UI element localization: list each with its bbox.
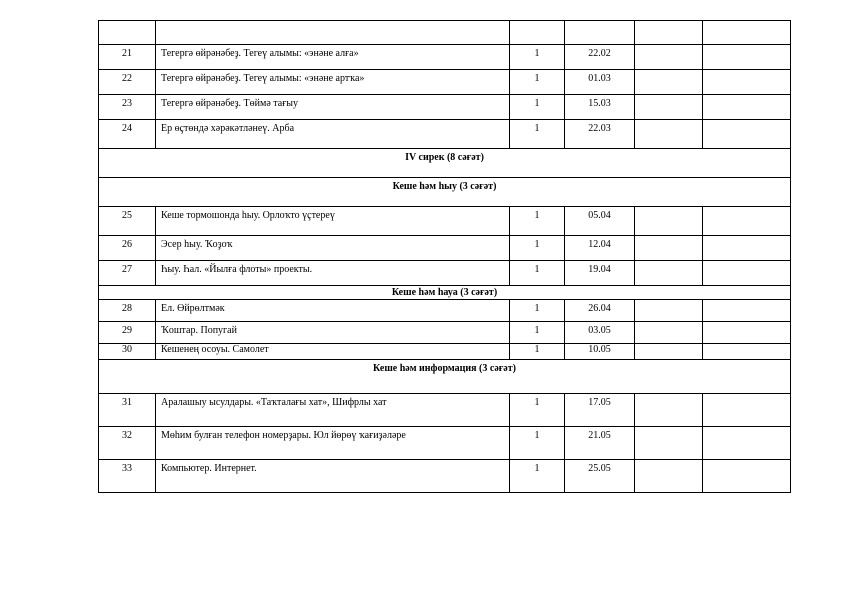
table-row — [99, 300, 791, 322]
actual-date-cell — [635, 45, 703, 70]
actual-date-cell — [635, 120, 703, 149]
lesson-hours: 1 — [510, 45, 565, 70]
note-cell — [703, 344, 791, 360]
actual-date-cell — [635, 300, 703, 322]
actual-date-cell — [635, 344, 703, 360]
table-row — [99, 322, 791, 344]
table-row — [99, 207, 791, 236]
actual-date-cell — [635, 236, 703, 261]
actual-date-cell — [635, 427, 703, 460]
actual-date-cell — [635, 322, 703, 344]
lesson-plan-table — [98, 20, 791, 493]
lesson-number: 23 — [99, 95, 156, 120]
lesson-topic: Тегергә өйрәнәбеҙ. Төймә тағыу — [156, 95, 510, 120]
section-title: Кеше һәм информация (3 сәғәт) — [99, 360, 791, 394]
note-cell — [703, 70, 791, 95]
lesson-number: 32 — [99, 427, 156, 460]
lesson-date: 05.04 — [565, 207, 635, 236]
lesson-hours: 1 — [510, 344, 565, 360]
lesson-hours: 1 — [510, 427, 565, 460]
lesson-hours: 1 — [510, 460, 565, 493]
lesson-hours: 1 — [510, 70, 565, 95]
lesson-number: 27 — [99, 261, 156, 286]
section-row — [99, 149, 791, 178]
lesson-number: 30 — [99, 344, 156, 360]
lesson-date: 15.03 — [565, 95, 635, 120]
note-cell — [703, 236, 791, 261]
lesson-hours: 1 — [510, 394, 565, 427]
table-row — [99, 460, 791, 493]
actual-date-cell — [635, 95, 703, 120]
lesson-date: 22.03 — [565, 120, 635, 149]
table-row-blank — [99, 21, 791, 45]
lesson-number: 25 — [99, 207, 156, 236]
table-row — [99, 427, 791, 460]
lesson-topic: Кеше тормошонда һыу. Орлоҡто үҫтереү — [156, 207, 510, 236]
actual-date-cell — [635, 207, 703, 236]
note-cell — [703, 207, 791, 236]
lesson-hours: 1 — [510, 95, 565, 120]
lesson-date: 25.05 — [565, 460, 635, 493]
lesson-topic: Эсер һыу. Ҡоҙоҡ — [156, 236, 510, 261]
lesson-date: 12.04 — [565, 236, 635, 261]
table-row — [99, 236, 791, 261]
lesson-hours: 1 — [510, 120, 565, 149]
note-cell — [703, 427, 791, 460]
note-cell — [703, 394, 791, 427]
lesson-topic: Ер өҫтөндә хәрәкәтләнеү. Арба — [156, 120, 510, 149]
lesson-hours: 1 — [510, 261, 565, 286]
lesson-number: 29 — [99, 322, 156, 344]
lesson-number: 28 — [99, 300, 156, 322]
lesson-number: 31 — [99, 394, 156, 427]
note-cell — [703, 95, 791, 120]
lesson-date: 03.05 — [565, 322, 635, 344]
lesson-topic: Компьютер. Интернет. — [156, 460, 510, 493]
table-row — [99, 120, 791, 149]
section-row — [99, 360, 791, 394]
actual-date-cell — [635, 394, 703, 427]
actual-date-cell — [635, 70, 703, 95]
lesson-topic: Аралашыу ысулдары. «Таҡталағы хат», Шифрлы хат — [156, 394, 510, 427]
lesson-number: 26 — [99, 236, 156, 261]
lesson-number: 21 — [99, 45, 156, 70]
section-title: Кеше һәм һыу (3 сәғәт) — [99, 178, 791, 207]
lesson-date: 21.05 — [565, 427, 635, 460]
lesson-number: 22 — [99, 70, 156, 95]
actual-date-cell — [635, 261, 703, 286]
lesson-hours: 1 — [510, 322, 565, 344]
table-row — [99, 45, 791, 70]
lesson-hours: 1 — [510, 300, 565, 322]
note-cell — [703, 261, 791, 286]
note-cell — [703, 460, 791, 493]
table-row — [99, 344, 791, 360]
lesson-topic: Тегергә өйрәнәбеҙ. Тегеү алымы: «энәне алға» — [156, 45, 510, 70]
lesson-date: 10.05 — [565, 344, 635, 360]
lesson-topic: Мөһим булған телефон номерҙары. Юл йөрөү ҡағиҙәләре — [156, 427, 510, 460]
section-row — [99, 286, 791, 300]
table-row — [99, 394, 791, 427]
lesson-topic: Кешенең осоуы. Самолет — [156, 344, 510, 360]
lesson-number: 24 — [99, 120, 156, 149]
lesson-hours: 1 — [510, 236, 565, 261]
actual-date-cell — [635, 460, 703, 493]
table-row — [99, 70, 791, 95]
lesson-date: 26.04 — [565, 300, 635, 322]
lesson-date: 01.03 — [565, 70, 635, 95]
lesson-date: 22.02 — [565, 45, 635, 70]
table-row — [99, 95, 791, 120]
note-cell — [703, 300, 791, 322]
lesson-topic: Ҡоштар. Попугай — [156, 322, 510, 344]
table-row — [99, 261, 791, 286]
section-row — [99, 178, 791, 207]
section-title: IV сирек (8 сәғәт) — [99, 149, 791, 178]
lesson-number: 33 — [99, 460, 156, 493]
section-title: Кеше һәм һауа (3 сәғәт) — [99, 286, 791, 300]
lesson-date: 17.05 — [565, 394, 635, 427]
lesson-date: 19.04 — [565, 261, 635, 286]
lesson-topic: Һыу. Һал. «Йылға флоты» проекты. — [156, 261, 510, 286]
note-cell — [703, 120, 791, 149]
lesson-topic: Ел. Өйрөлтмәк — [156, 300, 510, 322]
lesson-hours: 1 — [510, 207, 565, 236]
lesson-topic: Тегергә өйрәнәбеҙ. Тегеү алымы: «энәне артҡа» — [156, 70, 510, 95]
note-cell — [703, 45, 791, 70]
note-cell — [703, 322, 791, 344]
